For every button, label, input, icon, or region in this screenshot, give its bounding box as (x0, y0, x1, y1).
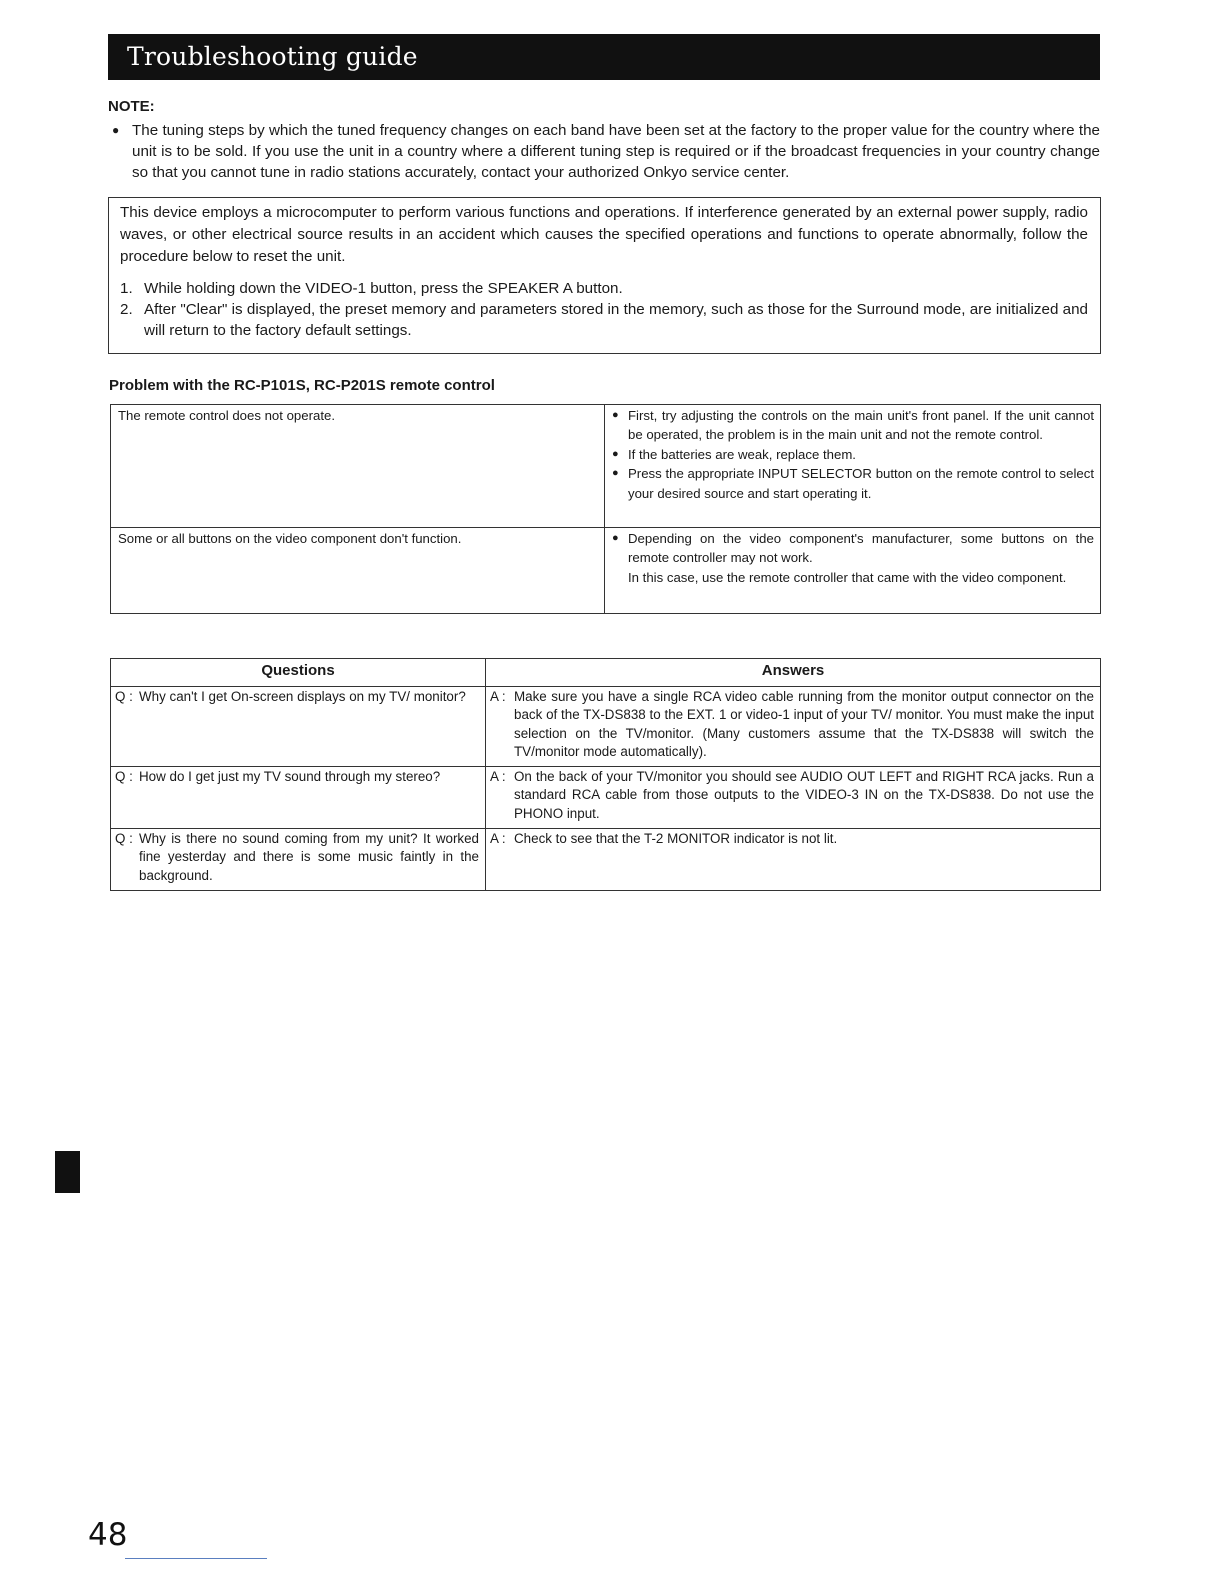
title-bar (108, 34, 1100, 80)
reset-procedure-box (108, 197, 1101, 354)
table-row (111, 405, 1101, 528)
a-prefix: A : (490, 769, 506, 784)
answers-header: Answers (486, 659, 1101, 687)
step-number: 1. (120, 280, 133, 297)
answer-text: Make sure you have a single RCA video cable running from the monitor output connector on the back of the TX-DS838 to the EXT. 1 or video-1 input of your TV/ monitor. You must make the input selection on the TV/monitor. (Many customers assume that the TX-DS838 will switch the TV/monitor mode automatically). (514, 689, 1094, 759)
questions-header: Questions (111, 659, 486, 687)
remedy-text: Depending on the video component's manufacturer, some buttons on the remote controller may not work. (628, 531, 1094, 566)
footer-rule (125, 1558, 267, 1559)
question-entry (115, 768, 479, 786)
answer-entry (490, 768, 1094, 823)
reset-step (120, 299, 1088, 341)
table-row (111, 528, 1101, 614)
page-number: 48 (88, 1517, 128, 1553)
problem-cell: The remote control does not operate. (111, 405, 605, 528)
list-item (612, 445, 1094, 464)
bullet-icon: ● (612, 467, 619, 480)
a-prefix: A : (490, 689, 506, 704)
answer-entry (490, 688, 1094, 761)
remote-problem-table (110, 404, 1101, 614)
table-header-row (111, 659, 1101, 687)
table-row (111, 687, 1101, 767)
question-cell (111, 767, 486, 829)
question-text: How do I get just my TV sound through my stereo? (139, 769, 441, 784)
table-row (111, 829, 1101, 891)
step-text: While holding down the VIDEO-1 button, press the SPEAKER A button. (144, 280, 623, 297)
remedy-text: Press the appropriate INPUT SELECTOR button on the remote control to select your desired source and start operating it. (628, 466, 1094, 501)
reset-intro: This device employs a microcomputer to perform various functions and operations. If interference generated by an external power supply, radio waves, or other electrical source results in an accident which causes the specified operations and functions to operate abnormally, follow the procedure below to reset the unit. (120, 204, 1088, 265)
remedy-note: In this case, use the remote controller that came with the video component. (628, 569, 1067, 585)
remedy-cell (605, 405, 1101, 528)
list-item (612, 406, 1094, 445)
q-prefix: Q : (115, 689, 133, 704)
table-row (111, 767, 1101, 829)
remote-section-heading: Problem with the RC-P101S, RC-P201S remote control (109, 377, 495, 394)
answer-cell (486, 829, 1101, 891)
remedy-text: If the batteries are weak, replace them. (628, 446, 856, 462)
note-text: The tuning steps by which the tuned frequency changes on each band have been set at the factory to the proper value for the country where the unit is to be sold. If you use the unit in a country where a different tuning step is required or if the broadcast frequencies in your country change so that you cannot tune in radio stations accurately, contact your authorized Onkyo service center. (132, 122, 1100, 181)
list-item (612, 529, 1094, 568)
question-entry (115, 830, 479, 885)
step-text: After "Clear" is displayed, the preset memory and parameters stored in the memory, such as those for the Surround mode, are initialized and will return to the factory default settings. (144, 301, 1088, 339)
reset-step (120, 278, 1088, 299)
note-section (108, 96, 1100, 183)
answer-entry (490, 830, 1094, 848)
remedy-cell (605, 528, 1101, 614)
answer-text: Check to see that the T-2 MONITOR indicator is not lit. (514, 831, 838, 846)
bullet-icon: ● (112, 123, 120, 137)
list-item (612, 464, 1094, 503)
q-prefix: Q : (115, 769, 133, 784)
bullet-icon: ● (612, 409, 619, 421)
remedy-text: First, try adjusting the controls on the main unit's front panel. If the unit cannot be operated, the problem is in the main unit and not the remote control. (628, 408, 1094, 443)
reset-steps (120, 278, 1088, 341)
note-label: NOTE: (108, 98, 155, 115)
page-title: Troubleshooting guide (127, 42, 418, 71)
question-text: Why is there no sound coming from my unit? It worked fine yesterday and there is some music faintly in the background. (139, 831, 479, 883)
question-cell (111, 829, 486, 891)
question-cell (111, 687, 486, 767)
answer-cell (486, 687, 1101, 767)
problem-cell: Some or all buttons on the video component don't function. (111, 528, 605, 614)
section-tab-marker (55, 1151, 80, 1193)
bullet-icon: ● (612, 447, 619, 460)
step-number: 2. (120, 301, 133, 318)
remedy-list (612, 529, 1094, 568)
question-entry (115, 688, 479, 706)
answer-text: On the back of your TV/monitor you should see AUDIO OUT LEFT and RIGHT RCA jacks. Run a standard RCA cable from those outputs to the VIDEO-3 IN on the TX-DS838. Do not use the PHONO input. (514, 769, 1094, 821)
question-text: Why can't I get On-screen displays on my TV/ monitor? (139, 689, 466, 704)
remedy-list (612, 406, 1094, 503)
qa-table (110, 658, 1101, 891)
note-item (108, 120, 1100, 183)
bullet-icon: ● (612, 532, 619, 544)
answer-cell (486, 767, 1101, 829)
q-prefix: Q : (115, 831, 133, 846)
a-prefix: A : (490, 831, 506, 846)
